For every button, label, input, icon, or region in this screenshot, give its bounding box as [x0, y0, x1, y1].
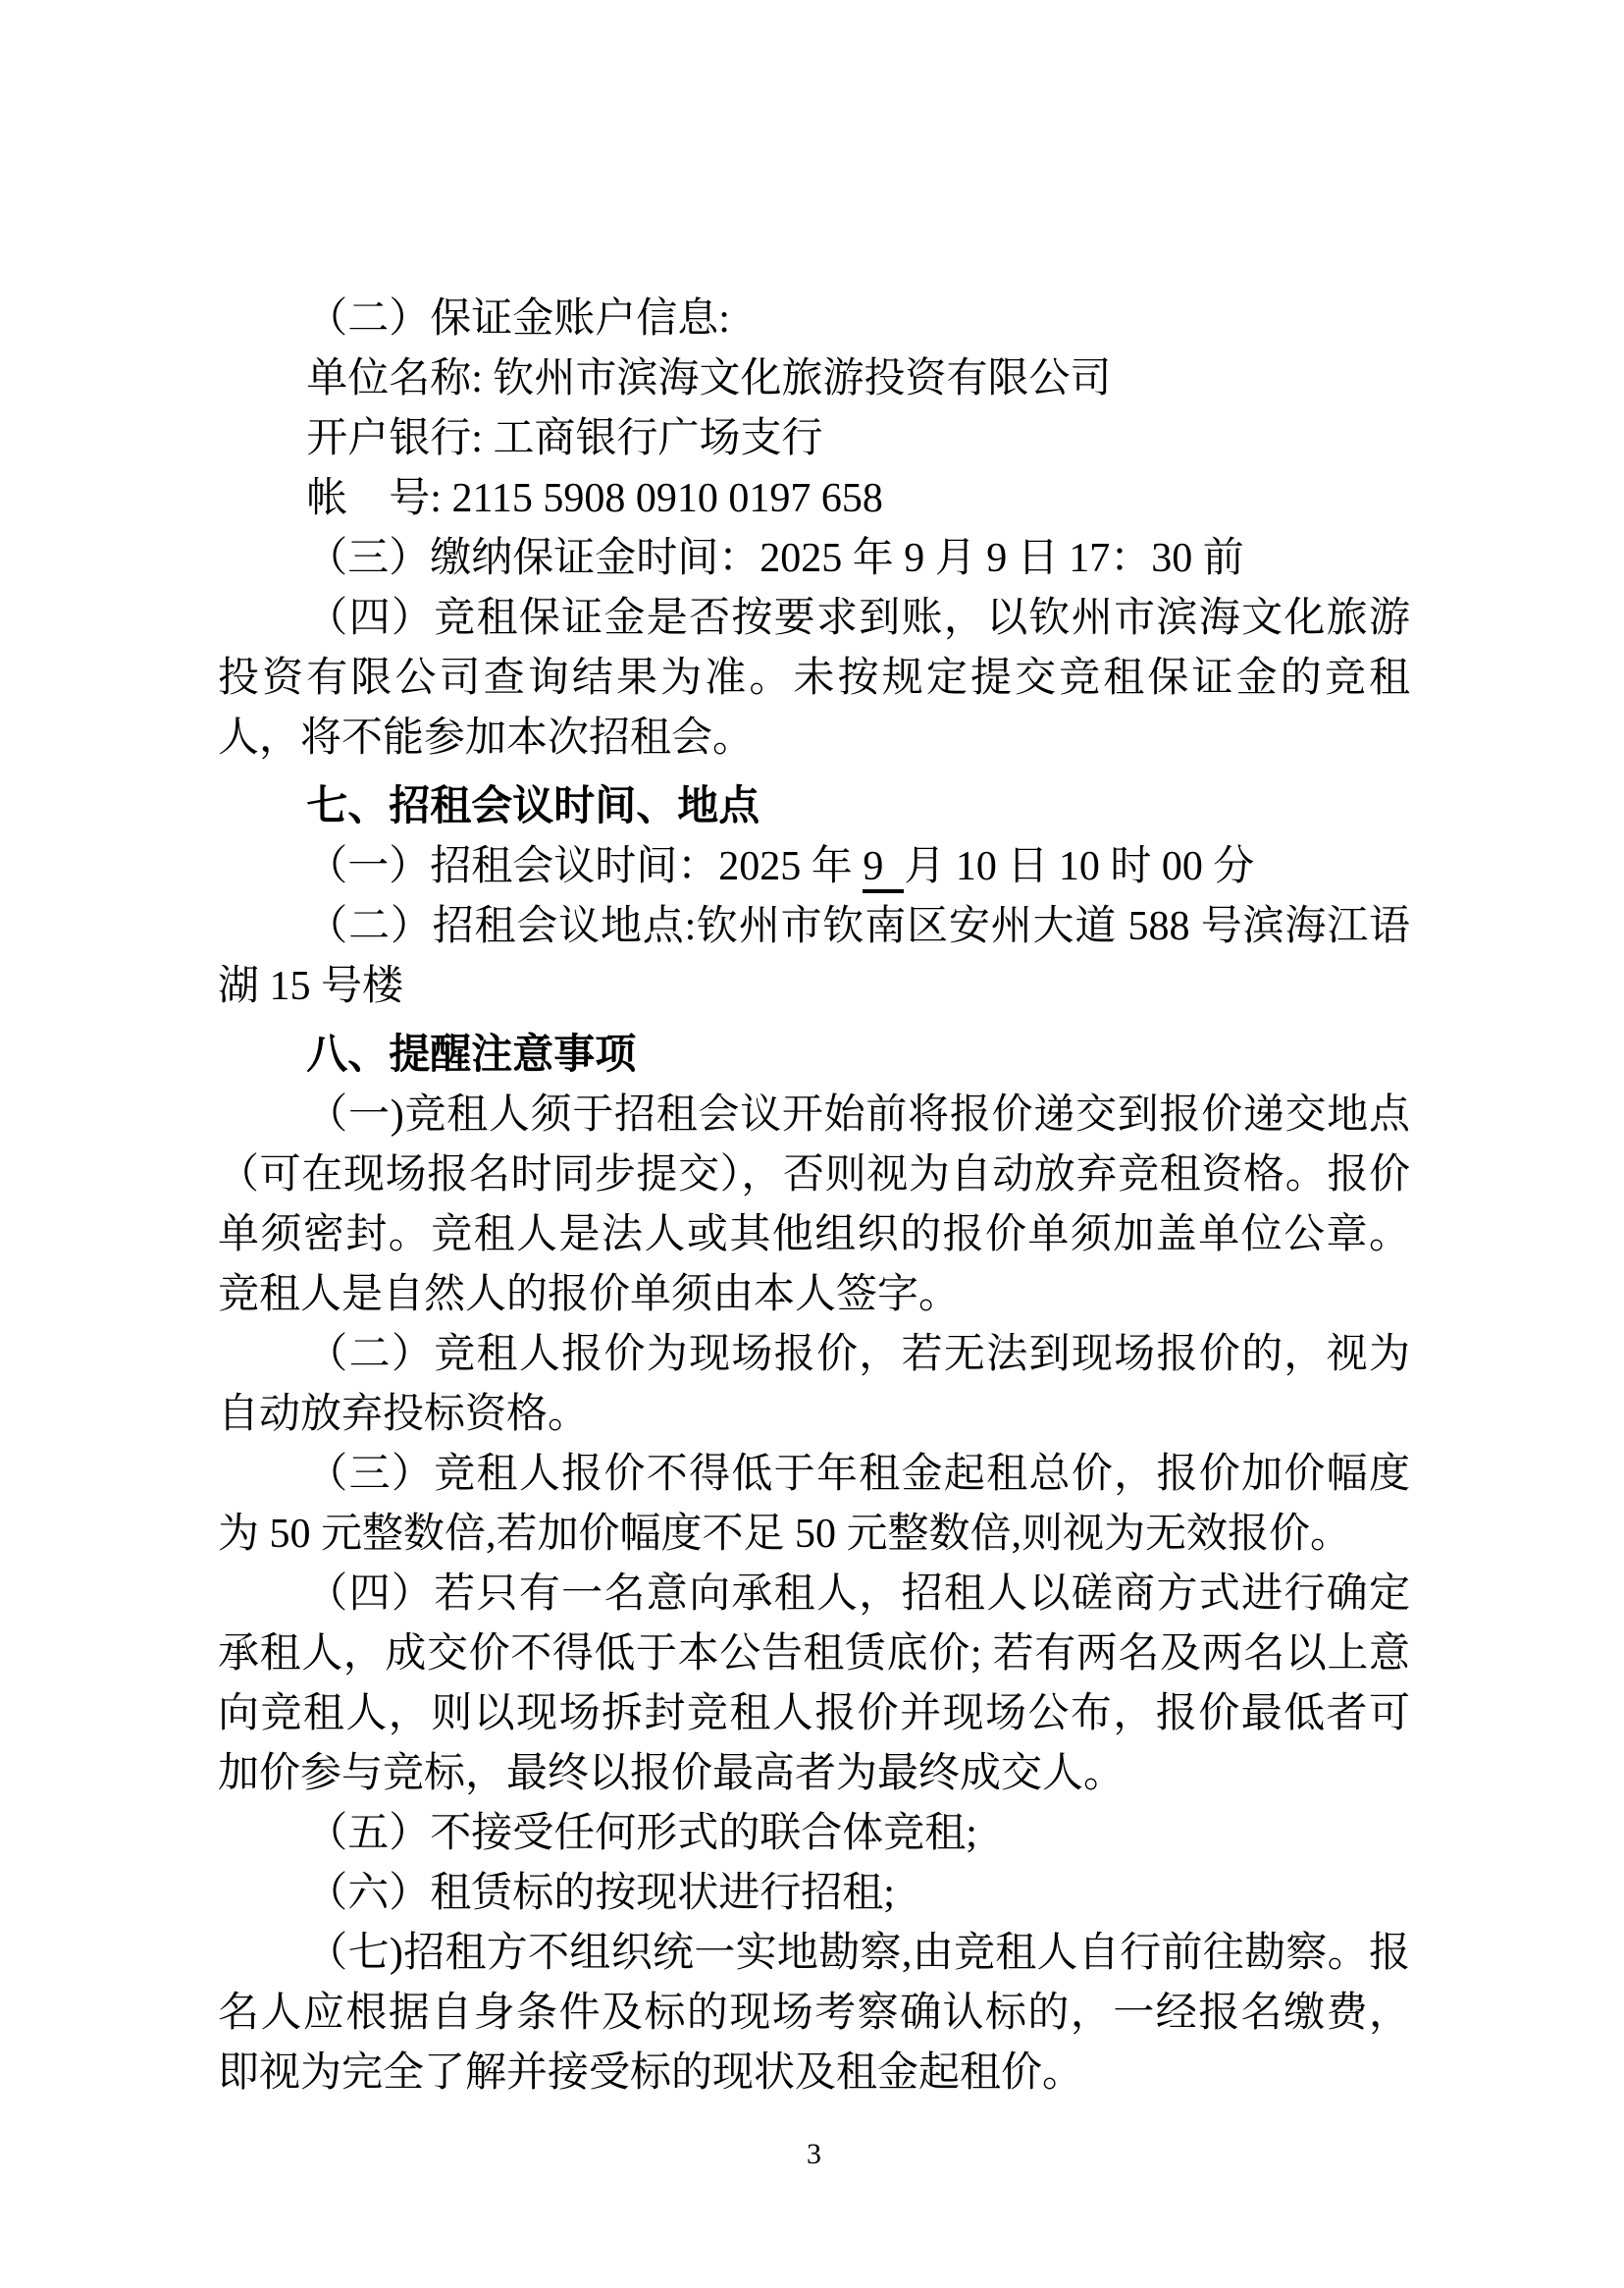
page-number: 3: [807, 2138, 821, 2170]
meeting-time-suffix: 月 10 日 10 时 00 分: [904, 844, 1255, 889]
para-account-number: 帐 号: 2115 5908 0910 0197 658: [306, 476, 883, 521]
meeting-time-prefix: （一）招租会议时间：2025 年: [306, 844, 864, 889]
para-bank: 开户银行: 工商银行广场支行: [306, 416, 823, 461]
heading-section-8-notes: 八、提醒注意事项: [306, 1033, 637, 1078]
para-meeting-place: （二）招租会议地点:钦州市钦南区安州大道 588 号滨海江语湖 15 号楼: [218, 904, 1410, 1009]
para-deposit-account-heading: （二）保证金账户信息:: [306, 296, 730, 342]
para-deposit-deadline: （三）缴纳保证金时间：2025 年 9 月 9 日 17：30 前: [306, 536, 1244, 581]
para-deposit-arrival-rule: （四）竞租保证金是否按要求到账，以钦州市滨海文化旅游投资有限公司查询结果为准。未按规定提交竞租保证金的竞租人，将不能参加本次招租会。: [218, 596, 1410, 761]
para-note-5: （五）不接受任何形式的联合体竞租;: [306, 1811, 977, 1856]
para-meeting-time: [218, 837, 1410, 897]
meeting-time-underlined-month: 9: [863, 844, 904, 893]
heading-section-7-meeting: 七、招租会议时间、地点: [306, 784, 760, 829]
para-note-2: （二）竞租人报价为现场报价，若无法到现场报价的，视为自动放弃投标资格。: [218, 1332, 1410, 1437]
para-note-3: （三）竞租人报价不得低于年租金起租总价，报价加价幅度为 50 元整数倍,若加价幅度不足 50 元整数倍,则视为无效报价。: [218, 1452, 1410, 1557]
para-note-4: （四）若只有一名意向承租人，招租人以磋商方式进行确定承租人，成交价不得低于本公告租赁底价; 若有两名及两名以上意向竞租人，则以现场拆封竞租人报价并现场公布，报价最低者可加价参与竞标，最终以报价最高者为最终成交人。: [218, 1571, 1410, 1796]
para-note-6: （六）租赁标的按现状进行招租;: [306, 1871, 895, 1916]
para-note-1: （一)竞租人须于招租会议开始前将报价递交到报价递交地点（可在现场报名时同步提交），否则视为自动放弃竞租资格。报价单须密封。竞租人是法人或其他组织的报价单须加盖单位公章。竞租人是自然人的报价单须由本人签字。: [218, 1092, 1410, 1317]
para-unit-name: 单位名称: 钦州市滨海文化旅游投资有限公司: [306, 356, 1112, 401]
para-note-7: （七)招租方不组织统一实地勘察,由竞租人自行前往勘察。报名人应根据自身条件及标的现场考察确认标的，一经报名缴费，即视为完全了解并接受标的现状及租金起租价。: [218, 1931, 1410, 2096]
